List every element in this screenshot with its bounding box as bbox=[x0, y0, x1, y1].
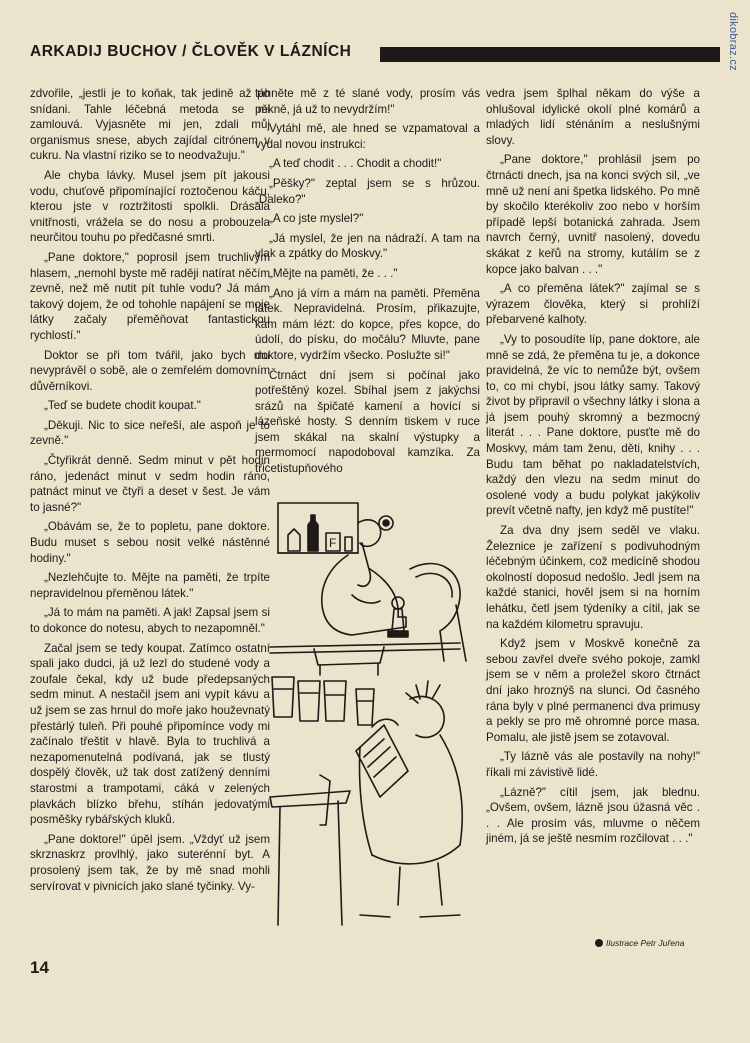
cartoon-illustration bbox=[260, 485, 474, 947]
paragraph: „Lázně?" cítil jsem, jak blednu. „Ovšem, ovšem, lázně jsou úžasná věc . . . Ale prosím vás, mluvme o něčem jiném, já se ještě nesmím rozčilovat . . ." bbox=[486, 785, 700, 846]
paragraph: vedra jsem šplhal někam do výše a ohlušoval idylické okolí plné komárů a mladých lidí sténáním a neslušnými slovy. bbox=[486, 87, 700, 147]
paragraph: Za dva dny jsem seděl ve vlaku. Železnice je zařízení s podivuhodným léčebným účinkem, což medicíně shodou okolností doposud nedošlo. Jedl jsem na každé stanici, hověl jsem si na horním lehátku, četl jsem týdeníky a cítil, jak se na každém kilometru spravuju. bbox=[486, 524, 700, 631]
paragraph: „A co jste myslel?" bbox=[269, 212, 364, 226]
bullet-icon bbox=[595, 939, 603, 947]
text-column-1 bbox=[30, 86, 270, 898]
paragraph: „Já myslel, že jen na nádraží. A tam na vlak a zpátky do Moskvy." bbox=[255, 231, 480, 261]
paragraph: „A co přeměna látek?" zajímal se s výrazem člověka, který si prohlíží přebarvené kalhoty. bbox=[486, 282, 700, 327]
paragraph: Čtrnáct dní jsem si počínal jako potřeštěný kozel. Sbíhal jsem z jakýchsi srázů na špičaté kamení a hovící si lázeňské hosty. S denním tiskem v ruce jsem skákal na skalní výstupky a mermomocí napodoboval kamzíka. Za třicetistupňového bbox=[255, 368, 480, 476]
paragraph: „Nezlehčujte to. Mějte na paměti, že trpíte nepravidelnou přeměnou látek." bbox=[30, 571, 270, 600]
paragraph: „Děkuji. Nic to sice neřeší, ale aspoň je to zevně." bbox=[30, 418, 270, 448]
paragraph: „Pane doktore!" úpěl jsem. „Vždyť už jsem skrznaskrz provlhlý, jako suterénní byt. A prosolený jsem tak, že by mě snad mohli servírovat v pivnicích jako slané tyčinky. Vy- bbox=[30, 832, 270, 893]
paragraph: zdvořile, „jestli je to koňak, tak jedině až po snídani. Tahle léčebná metoda se mi zamlouvá. Vyjasněte mi jen, zdali můj organismus snese, abych zajídal citrónem v cukru. Na vlastní riziko se to neodvažuju." bbox=[30, 87, 270, 163]
bottle-label: F bbox=[329, 536, 337, 550]
paragraph: „Já to mám na paměti. A jak! Zapsal jsem si to dokonce do notesu, abych to nezapomněl." bbox=[30, 606, 270, 635]
paragraph: Doktor se při tom tvářil, jako bych mu nevyprávěl o sobě, ale o zemřelém domovním důvěrníkovi. bbox=[30, 348, 270, 393]
paragraph: „Pěšky?" zeptal jsem se s hrůzou. „Daleko?" bbox=[255, 176, 480, 206]
paragraph: „Pane doktore," prohlásil jsem po čtrnácti dnech, jsa na konci svých sil, „ve mně už není ani špetka lidského. Po mně by skočilo kterékoliv zoo nebo v horším případě lepší botanická zahrada. Jsem navrch černý, uvnitř nasolený, dovedu skákat z keřů na stromy, kutálím se z kopce jako balvan . . ." bbox=[486, 153, 700, 276]
shelf-with-bottles bbox=[278, 503, 358, 553]
table bbox=[270, 643, 460, 675]
patient-figure bbox=[270, 681, 462, 925]
paragraph: Ale chyba lávky. Musel jsem pít jakousi vodu, chuťově připomínající roztočenou káču, kterou jste v roztržitosti spolkli. Drásala vnitřnosti, vrážela se do nosu a probouzela neurčitou touhu po předčasné smrti. bbox=[30, 168, 270, 245]
text-column-3 bbox=[486, 86, 700, 851]
paragraph: „A teď chodit . . . Chodit a chodit!" bbox=[269, 157, 442, 171]
article-header-title: ARKADIJ BUCHOV / ČLOVĚK V LÁZNÍCH bbox=[30, 43, 352, 60]
paragraph: „Pane doktore," poprosil jsem truchlivým hlasem, „nemohl byste mě raději natírat něčím zevně, než mě nutit pít tuhle vodu? Já mám takový dojem, že od tohohle napájení se moje látky začaly přeměňovat fantastickou rychlostí." bbox=[30, 250, 270, 342]
illustration-credit bbox=[595, 938, 684, 948]
text-column-2 bbox=[255, 86, 480, 481]
paragraph: Vytáhl mě, ale hned se vzpamatoval a vydal novou instrukci: bbox=[255, 122, 480, 151]
paragraph: Začal jsem se tedy koupat. Zatímco ostatní spali jako dudci, já už lezl do studené vody a zoufale čekal, kdy už bude předepsaných sedm minut. A nestačil jsem ani vypít kávu a už jsem se zas hrnul do moře jako houževnatý přestárlý tuleň. Při pouhé připomínce vody mi začínalo třeštit v hlavě. Byla to truchlivá a nezapomenutelná podívaná, jak se tlustý dospělý člověk, už tak dost zatížený denními starostmi a trampotami, cáká v zelených plavkách blízko břehu, stíhán jedovatými posměšky rybářských kluků. bbox=[30, 641, 270, 827]
paragraph: „Vy to posoudíte líp, pane doktore, ale mně se zdá, že přeměna tu je, a dokonce pravidelná, že víc to nemůže být, ovšem to, co mi chybí, jsou látky samy. Takový život by připravil o všechny látky i slona a já jsem pouhý skromný a bezmocný literát . . . Pane doktore, pusťte mě do Moskvy, mám tam ženu, děti, knihy . . . Budu tam běhat po nakladatelstvích, každý den vlezu na sedm minut do osolené vody a budu polykat jakýkoliv prevít včetně nafty, jen když mě pustíte!" bbox=[486, 332, 700, 518]
paragraph: „Obávám se, že to popletu, pane doktore. Budu muset s sebou nosit velké nástěnné hodiny." bbox=[30, 520, 270, 565]
header-rule-bar bbox=[380, 47, 720, 62]
water-glasses bbox=[272, 677, 374, 725]
illustration-credit-text: Ilustrace Petr Juřena bbox=[606, 938, 685, 948]
paragraph: „Ano já vím a mám na paměti. Přeměna látek. Nepravidelná. Prosím, přikazujte, kam mám lézt: do kopce, přes kopce, do údolí, do písku, do močálu? Mluvte, pane doktore, vydržím všecko. Poslužte si!" bbox=[255, 286, 480, 362]
paragraph: táhněte mě z té slané vody, prosím vás pěkně, já už to nevydržím!" bbox=[255, 87, 480, 116]
paragraph: „Teď se budete chodit koupat." bbox=[44, 399, 201, 413]
page-number: 14 bbox=[30, 958, 49, 977]
paragraph: „Ty lázně vás ale postavily na nohy!" říkali mi závistivě lidé. bbox=[486, 750, 700, 779]
paragraph: „Mějte na paměti, že . . ." bbox=[269, 266, 398, 280]
chair bbox=[410, 564, 466, 661]
site-watermark: dikobraz.cz bbox=[727, 12, 739, 71]
paragraph: „Čtyřikrát denně. Sedm minut v pět hodin ráno, jedenáct minut v sedm hodin ráno, patnáct minut ve čtyři a deset v šest. Je vám to jasné?" bbox=[30, 454, 270, 514]
paragraph: Když jsem v Moskvě konečně za sebou zavřel dveře svého pokoje, zamkl jsem se v něm a proležel skoro čtrnáct dní jako hroznýš na slunci. Od časného rána byly v plné permanenci dva primusy a pekly se pro mě ohromné porce masa. Pomalu, ale jistě jsem se zotavoval. bbox=[486, 637, 700, 744]
